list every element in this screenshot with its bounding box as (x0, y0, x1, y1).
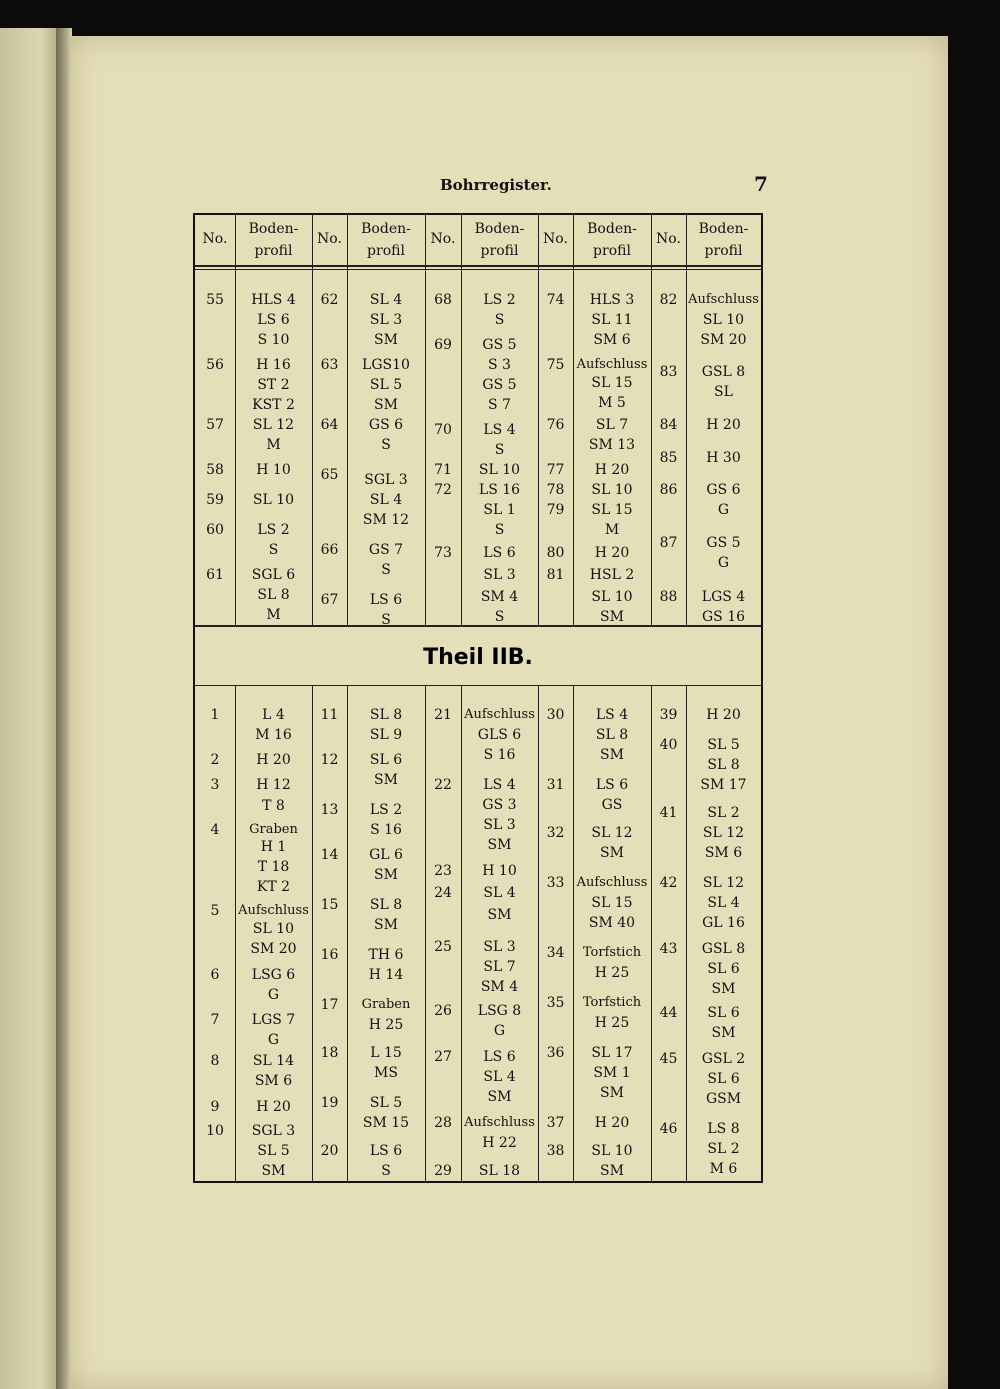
bodenprofil-entry: SL 4 (369, 492, 403, 508)
bodenprofil-entry: SM (487, 837, 512, 853)
bohr-number: 29 (434, 1163, 452, 1179)
bodenprofil-entry: S (381, 437, 391, 453)
bodenprofil-entry: MS (374, 1065, 398, 1081)
bohr-number: 5 (210, 903, 220, 919)
bohr-number: 81 (546, 567, 565, 583)
bodenprofil-entry: SM 12 (362, 512, 410, 528)
bodenprofil-entry: SL 8 (257, 587, 290, 603)
bodenprofil-entry: SL 10 (591, 589, 633, 605)
bodenprofil-entry: SM (600, 609, 624, 625)
header-bodenprofil-line1: Boden- (587, 221, 637, 237)
header-rule-2 (195, 269, 761, 270)
bodenprofil-entry: SL 3 (369, 312, 403, 328)
bodenprofil-entry: SL 10 (252, 492, 295, 508)
bodenprofil-entry: SL 3 (483, 939, 516, 955)
bodenprofil-entry: GSL 8 (701, 941, 746, 957)
header-bodenprofil-line1: Boden- (474, 221, 525, 237)
bohr-number: 78 (546, 482, 565, 498)
bohr-number: 16 (320, 947, 339, 963)
bohr-number: 36 (546, 1045, 565, 1061)
bodenprofil-entry: GLS 6 (477, 727, 522, 743)
bohr-number: 27 (434, 1049, 452, 1065)
bodenprofil-entry: M (266, 437, 281, 453)
bodenprofil-entry: SL 12 (702, 875, 745, 891)
bodenprofil-entry: SL 15 (591, 375, 633, 391)
bodenprofil-entry: SM (711, 1025, 736, 1041)
bodenprofil-entry: SL 8 (369, 707, 403, 723)
bodenprofil-entry: SL 11 (591, 312, 633, 328)
bodenprofil-entry: LS 6 (595, 777, 629, 793)
bohr-number: 69 (434, 337, 452, 353)
bodenprofil-entry: SM (374, 332, 398, 348)
bodenprofil-entry: LS 6 (483, 1049, 516, 1065)
header-bodenprofil-line2: profil (593, 243, 631, 259)
bohr-number: 35 (546, 995, 565, 1011)
header-bodenprofil-line1: Boden- (248, 221, 299, 237)
bohr-number: 41 (659, 805, 678, 821)
bodenprofil-entry: LS 2 (483, 292, 516, 308)
bodenprofil-entry: SGL 6 (251, 567, 296, 583)
bodenprofil-entry: SL 8 (595, 727, 629, 743)
bodenprofil-entry: H 20 (256, 752, 291, 768)
bodenprofil-entry: Aufschluss (238, 903, 309, 918)
bodenprofil-entry: S 10 (257, 332, 290, 348)
bodenprofil-entry: LGS 4 (701, 589, 746, 605)
bodenprofil-entry: LS 6 (483, 545, 516, 561)
bodenprofil-entry: SL 5 (707, 737, 740, 753)
bohr-number: 38 (546, 1143, 565, 1159)
bohr-number: 9 (210, 1099, 220, 1115)
bodenprofil-entry: SL 7 (483, 959, 516, 975)
bohr-number: 67 (320, 592, 339, 608)
bohr-number: 25 (434, 939, 452, 955)
bohr-number: 32 (546, 825, 565, 841)
bodenprofil-entry: SM 15 (362, 1115, 410, 1131)
bodenprofil-entry: SM 40 (588, 915, 636, 931)
bohr-number: 86 (659, 482, 678, 498)
header-bodenprofil (461, 218, 538, 262)
bohr-number: 65 (320, 467, 339, 483)
bodenprofil-entry: S (381, 1163, 391, 1179)
section-rule-bottom (195, 685, 761, 686)
bodenprofil-entry: H 20 (594, 462, 630, 478)
bodenprofil-entry: LS 16 (478, 482, 521, 498)
bodenprofil-entry: GS 7 (368, 542, 404, 558)
bodenprofil-entry: SL 18 (478, 1163, 521, 1179)
bohr-number: 37 (546, 1115, 565, 1131)
bodenprofil-entry: GSM (705, 1091, 742, 1107)
header-bodenprofil-line2: profil (254, 243, 293, 259)
bohr-number: 85 (659, 450, 678, 466)
header-bodenprofil-line1: Boden- (698, 221, 749, 237)
bohr-number: 4 (210, 822, 220, 838)
bohr-number: 8 (210, 1053, 220, 1069)
bohr-number: 60 (206, 522, 224, 538)
bodenprofil-entry: S (268, 542, 279, 558)
bodenprofil-entry: HLS 3 (589, 292, 635, 308)
bohr-number: 43 (659, 941, 678, 957)
bodenprofil-entry: SL 6 (707, 1071, 740, 1087)
bohr-number: 66 (320, 542, 339, 558)
bodenprofil-entry: KST 2 (252, 397, 295, 413)
bodenprofil-entry: H 20 (594, 545, 630, 561)
bohr-number: 72 (434, 482, 452, 498)
bodenprofil-entry: M (266, 607, 281, 623)
bodenprofil-entry: G (267, 987, 280, 1003)
bodenprofil-entry: SL 14 (252, 1053, 295, 1069)
bodenprofil-entry: SM (374, 772, 398, 788)
bohr-number: 63 (320, 357, 339, 373)
bohr-number: 10 (206, 1123, 224, 1139)
bodenprofil-entry: KT 2 (256, 879, 291, 895)
bodenprofil-entry: SL 2 (707, 1141, 740, 1157)
header-bodenprofil-line2: profil (480, 243, 519, 259)
bodenprofil-entry: S 7 (488, 397, 511, 413)
header-rule (195, 265, 761, 267)
bohr-number: 30 (546, 707, 565, 723)
bodenprofil-entry: H 20 (256, 1099, 291, 1115)
bodenprofil-entry: G (717, 502, 730, 518)
bohr-number: 17 (320, 997, 339, 1013)
bodenprofil-entry: SL (714, 384, 733, 400)
bodenprofil-entry: SM (600, 1163, 624, 1179)
bodenprofil-entry: SL 10 (478, 462, 521, 478)
facing-page-edge (0, 28, 58, 1389)
bohr-number: 64 (320, 417, 339, 433)
bodenprofil-entry: GS (601, 797, 623, 813)
bohr-number: 24 (434, 885, 452, 901)
bodenprofil-entry: SL 8 (369, 897, 403, 913)
header-no: No. (202, 231, 228, 247)
bodenprofil-entry: GS 3 (482, 797, 517, 813)
bodenprofil-entry: S (381, 612, 391, 628)
bodenprofil-entry: S 16 (483, 747, 516, 763)
bohr-number: 22 (434, 777, 452, 793)
bohr-number: 70 (434, 422, 452, 438)
bodenprofil-entry: SM (261, 1163, 286, 1179)
bohr-number: 88 (659, 589, 678, 605)
bohr-number: 62 (320, 292, 339, 308)
bodenprofil-entry: SL 4 (707, 895, 740, 911)
bodenprofil-entry: SM 1 (593, 1065, 631, 1081)
bodenprofil-entry: LSG 6 (251, 967, 296, 983)
bodenprofil-entry: Torfstich (582, 945, 642, 960)
bodenprofil-entry: H 25 (594, 1015, 630, 1031)
bodenprofil-entry: GSL 2 (701, 1051, 746, 1067)
bodenprofil-entry: Aufschluss (688, 292, 759, 307)
bodenprofil-entry: GS 6 (706, 482, 741, 498)
bodenprofil-entry: LS 8 (707, 1121, 740, 1137)
bodenprofil-entry: SM (600, 1085, 624, 1101)
bohr-number: 39 (659, 707, 678, 723)
bohr-number: 75 (546, 357, 565, 373)
header-no: No. (430, 231, 456, 247)
bodenprofil-entry: SM 13 (588, 437, 636, 453)
header-no: No. (317, 231, 342, 247)
column-divider (651, 685, 652, 1181)
bohr-number: 40 (659, 737, 678, 753)
bodenprofil-entry: S (494, 442, 505, 458)
header-no: No. (543, 231, 568, 247)
bodenprofil-entry: SM (600, 845, 624, 861)
bodenprofil-entry: SM 6 (254, 1073, 293, 1089)
header-bodenprofil-line2: profil (367, 243, 405, 259)
bohr-number: 20 (320, 1143, 339, 1159)
bodenprofil-entry: L 15 (370, 1045, 402, 1061)
bodenprofil-entry: SM 17 (700, 777, 747, 793)
bodenprofil-entry: Aufschluss (464, 707, 535, 722)
bodenprofil-entry: GS 5 (482, 337, 517, 353)
bodenprofil-entry: M 16 (255, 727, 292, 743)
bodenprofil-entry: SM 4 (480, 589, 519, 605)
bodenprofil-entry: TH 6 (368, 947, 404, 963)
bodenprofil-entry: GS 5 (482, 377, 517, 393)
bodenprofil-entry: SL 10 (702, 312, 745, 328)
bodenprofil-entry: H 30 (706, 450, 741, 466)
bohr-number: 68 (434, 292, 452, 308)
bodenprofil-entry: SL 15 (591, 502, 633, 518)
running-head: Bohrregister. (440, 176, 552, 194)
bodenprofil-entry: GSL 8 (701, 364, 746, 380)
bodenprofil-entry: Aufschluss (464, 1115, 535, 1130)
bodenprofil-entry: SL 2 (707, 805, 740, 821)
bodenprofil-entry: Torfstich (582, 995, 642, 1010)
bohr-number: 21 (434, 707, 452, 723)
header-no: No. (656, 231, 681, 247)
bohr-number: 42 (659, 875, 678, 891)
bohr-number: 12 (320, 752, 339, 768)
column-divider (425, 685, 426, 1181)
bodenprofil-entry: SL 3 (483, 567, 516, 583)
column-divider (538, 685, 539, 1181)
bodenprofil-entry: Aufschluss (576, 875, 648, 890)
bodenprofil-entry: SL 12 (591, 825, 633, 841)
bodenprofil-entry: H 1 (260, 839, 287, 855)
bohr-number: 74 (546, 292, 565, 308)
bodenprofil-entry: SM (374, 397, 398, 413)
bohr-number: 7 (210, 1012, 220, 1028)
bohrregister-table (193, 213, 763, 1183)
bohr-number: 33 (546, 875, 565, 891)
bodenprofil-entry: GS 5 (706, 535, 741, 551)
header-bodenprofil-line1: Boden- (361, 221, 411, 237)
bodenprofil-entry: SGL 3 (364, 472, 408, 488)
bohr-number: 15 (320, 897, 339, 913)
bodenprofil-entry: SM 20 (250, 941, 297, 957)
bodenprofil-entry: H 20 (706, 707, 741, 723)
bodenprofil-entry: SL 10 (591, 1143, 633, 1159)
bodenprofil-entry: SM 4 (480, 979, 519, 995)
bohr-number: 87 (659, 535, 678, 551)
bodenprofil-entry: Aufschluss (576, 357, 648, 372)
bohr-number: 46 (659, 1121, 678, 1137)
bodenprofil-entry: SM (487, 907, 512, 923)
bodenprofil-entry: SL 5 (369, 1095, 403, 1111)
bodenprofil-entry: H 12 (256, 777, 291, 793)
bohr-number: 80 (546, 545, 565, 561)
bodenprofil-entry: LGS 7 (251, 1012, 296, 1028)
bodenprofil-entry: SL 5 (257, 1143, 290, 1159)
bohr-number: 2 (210, 752, 220, 768)
bohr-number: 11 (320, 707, 339, 723)
bodenprofil-entry: M (604, 522, 620, 538)
bodenprofil-entry: H 10 (482, 863, 517, 879)
bodenprofil-entry: SM (487, 1089, 512, 1105)
bohr-number: 1 (210, 707, 220, 723)
bodenprofil-entry: H 22 (482, 1135, 517, 1151)
bohr-number: 6 (210, 967, 220, 983)
bodenprofil-entry: SL 6 (707, 1005, 740, 1021)
section-title: Theil IIB. (423, 645, 533, 670)
bodenprofil-entry: H 10 (256, 462, 291, 478)
bodenprofil-entry: SL 15 (591, 895, 633, 911)
bodenprofil-entry: LS 2 (257, 522, 290, 538)
bodenprofil-entry: SM 6 (593, 332, 631, 348)
header-bodenprofil (686, 218, 761, 262)
bodenprofil-entry: SL 4 (483, 1069, 516, 1085)
bodenprofil-entry: M 5 (598, 395, 626, 411)
bohr-number: 14 (320, 847, 339, 863)
bodenprofil-entry: HSL 2 (589, 567, 635, 583)
bodenprofil-entry: SL 5 (369, 377, 403, 393)
bodenprofil-entry: LS 4 (595, 707, 629, 723)
bodenprofil-entry: LS 4 (483, 777, 516, 793)
bodenprofil-entry: LS 6 (369, 592, 403, 608)
bodenprofil-entry: SL 10 (252, 921, 295, 937)
header-bodenprofil (573, 218, 651, 262)
bohr-number: 73 (434, 545, 452, 561)
bohr-number: 3 (210, 777, 220, 793)
bodenprofil-entry: GS 6 (368, 417, 404, 433)
bodenprofil-entry: SL 6 (707, 961, 740, 977)
bodenprofil-entry: SL 12 (252, 417, 295, 433)
bodenprofil-entry: H 20 (594, 1115, 630, 1131)
bodenprofil-entry: SM 20 (700, 332, 747, 348)
bodenprofil-entry: SL 3 (483, 817, 516, 833)
bodenprofil-entry: SM (711, 981, 736, 997)
header-bodenprofil (347, 218, 425, 262)
bodenprofil-entry: SM 6 (704, 845, 743, 861)
bodenprofil-entry: SL 1 (483, 502, 516, 518)
bohr-number: 31 (546, 777, 565, 793)
bohr-number: 61 (206, 567, 224, 583)
bodenprofil-entry: L 4 (262, 707, 285, 723)
bodenprofil-entry: SL 6 (369, 752, 403, 768)
bodenprofil-entry: SL 4 (483, 885, 516, 901)
bodenprofil-entry: SGL 3 (251, 1123, 296, 1139)
header-bodenprofil (235, 218, 312, 262)
bodenprofil-entry: S 16 (370, 822, 402, 838)
bodenprofil-entry: H 25 (594, 965, 630, 981)
bodenprofil-entry: ST 2 (257, 377, 290, 393)
bodenprofil-entry: S (381, 562, 391, 578)
bodenprofil-entry: G (717, 555, 730, 571)
bodenprofil-entry: H 25 (368, 1017, 404, 1033)
header-bodenprofil-line2: profil (704, 243, 743, 259)
bohr-number: 23 (434, 863, 452, 879)
bohr-number: 79 (546, 502, 565, 518)
bohr-number: 34 (546, 945, 565, 961)
bodenprofil-entry: LS 6 (257, 312, 290, 328)
bodenprofil-entry: LS 2 (369, 802, 403, 818)
bodenprofil-entry: S (494, 609, 505, 625)
bodenprofil-entry: SM (374, 867, 398, 883)
bodenprofil-entry: GL 16 (702, 915, 745, 931)
bohr-number: 77 (546, 462, 565, 478)
bodenprofil-entry: H 20 (706, 417, 741, 433)
bodenprofil-entry: LS 6 (369, 1143, 403, 1159)
bodenprofil-entry: SL 7 (595, 417, 629, 433)
bodenprofil-entry: S (494, 522, 505, 538)
bodenprofil-entry: GS 16 (701, 609, 746, 625)
bodenprofil-entry: SL 8 (707, 757, 740, 773)
page-number: 7 (754, 172, 768, 196)
bodenprofil-entry: SL 17 (591, 1045, 633, 1061)
bohr-number: 56 (206, 357, 224, 373)
bohr-number: 55 (206, 292, 224, 308)
bodenprofil-entry: S (494, 312, 505, 328)
bohr-number: 58 (206, 462, 224, 478)
bodenprofil-entry: H 16 (256, 357, 291, 373)
bodenprofil-entry: SL 10 (591, 482, 633, 498)
bodenprofil-entry: SM (374, 917, 398, 933)
bodenprofil-entry: LS 4 (483, 422, 516, 438)
bodenprofil-entry: SL 4 (369, 292, 403, 308)
bohr-number: 26 (434, 1003, 452, 1019)
bohr-number: 83 (659, 364, 678, 380)
bodenprofil-entry: GL 6 (369, 847, 403, 863)
bohr-number: 18 (320, 1045, 339, 1061)
bodenprofil-entry: SL 12 (702, 825, 745, 841)
bodenprofil-entry: G (493, 1023, 506, 1039)
bodenprofil-entry: Graben (361, 997, 411, 1012)
bohr-number: 13 (320, 802, 339, 818)
bohr-number: 57 (206, 417, 224, 433)
bodenprofil-entry: LSG 8 (477, 1003, 522, 1019)
bohr-number: 76 (546, 417, 565, 433)
bodenprofil-entry: HLS 4 (251, 292, 296, 308)
bodenprofil-entry: SM (600, 747, 624, 763)
bohr-number: 82 (659, 292, 678, 308)
bodenprofil-entry: SL 9 (369, 727, 403, 743)
bohr-number: 28 (434, 1115, 452, 1131)
bodenprofil-entry: H 14 (368, 967, 404, 983)
bohr-number: 45 (659, 1051, 678, 1067)
bodenprofil-entry: M 6 (709, 1161, 738, 1177)
bodenprofil-entry: T 18 (257, 859, 290, 875)
bodenprofil-entry: T 8 (262, 798, 285, 814)
bohr-number: 59 (206, 492, 224, 508)
bodenprofil-entry: Graben (249, 822, 298, 837)
bodenprofil-entry: S 3 (488, 357, 511, 373)
bodenprofil-entry: G (267, 1032, 280, 1048)
bodenprofil-entry: LGS10 (362, 357, 410, 373)
bohr-number: 19 (320, 1095, 339, 1111)
bohr-number: 84 (659, 417, 678, 433)
bohr-number: 71 (434, 462, 452, 478)
bohr-number: 44 (659, 1005, 678, 1021)
